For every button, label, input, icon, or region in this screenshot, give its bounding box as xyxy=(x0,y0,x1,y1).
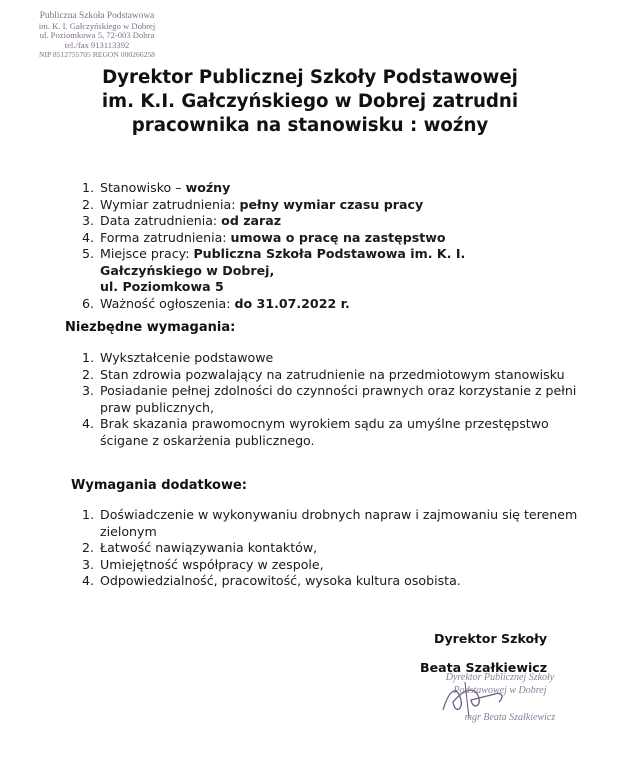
stamp-line: tel./fax 913113392 xyxy=(64,39,130,50)
title-line: im. K.I. Gałczyńskiego w Dobrej zatrudni xyxy=(101,91,519,112)
signature-stamp-line: Dyrektor Publicznej Szkoły xyxy=(445,672,555,683)
stamp-line: NIP 8512755705 REGON 000266258 xyxy=(39,50,155,60)
signature-name: Beata Szałkiewicz xyxy=(420,660,548,675)
list-item: 5. Miejsce pracy: Publiczna Szkoła Podstawowa im. K. I. Gałczyńskiego w Dobrej, ul. Poziomkowa 5 xyxy=(98,246,568,296)
page-title xyxy=(40,66,580,138)
required-heading: Niezbędne wymagania: xyxy=(65,320,236,335)
list-item: 3. Umiejętność współpracy w zespole, xyxy=(98,557,578,574)
list-item: 1. Stanowisko – woźny xyxy=(98,180,568,197)
title-line: pracownika na stanowisku : woźny xyxy=(131,115,489,136)
signature-role: Dyrektor Szkoły xyxy=(434,631,548,646)
signature-stamp-name: mgr Beata Szałkiewicz xyxy=(464,712,556,723)
list-item: 1. Wykształcenie podstawowe xyxy=(98,350,578,367)
list-item: 3. Data zatrudnienia: od zaraz xyxy=(98,213,568,230)
additional-list xyxy=(66,507,578,590)
additional-heading: Wymagania dodatkowe: xyxy=(71,478,248,493)
list-item: 3. Posiadanie pełnej zdolności do czynności prawnych oraz korzystanie z pełni praw publicznych, xyxy=(98,383,578,416)
required-list xyxy=(66,350,578,449)
school-stamp xyxy=(22,12,172,60)
stamp-line: ul. Poziomkowa 5, 72-003 Dobra xyxy=(39,30,155,41)
signature-stamp-line: Podstawowej w Dobrej xyxy=(453,685,547,696)
list-item: 2. Stan zdrowia pozwalający na zatrudnienie na przedmiotowym stanowisku xyxy=(98,367,578,384)
stamp-line: im. K. I. Gałczyńskiego w Dobrej xyxy=(38,20,156,31)
list-item: 1. Doświadczenie w wykonywaniu drobnych napraw i zajmowaniu się terenem zielonym xyxy=(98,507,578,540)
title-line: Dyrektor Publicznej Szkoły Podstawowej xyxy=(102,67,518,88)
list-item: 4. Odpowiedzialność, pracowitość, wysoka kultura osobista. xyxy=(98,573,578,590)
list-item: 4. Forma zatrudnienia: umowa o pracę na zastępstwo xyxy=(98,230,568,247)
job-details-list xyxy=(66,180,568,312)
stamp-line: Publiczna Szkoła Podstawowa xyxy=(39,11,155,21)
list-item: 2. Łatwość nawiązywania kontaktów, xyxy=(98,540,578,557)
list-item: 6. Ważność ogłoszenia: do 31.07.2022 r. xyxy=(98,296,568,313)
list-item: 2. Wymiar zatrudnienia: pełny wymiar czasu pracy xyxy=(98,197,568,214)
list-item: 4. Brak skazania prawomocnym wyrokiem sądu za umyślne przestępstwo ścigane z oskarżenia publicznego. xyxy=(98,416,578,449)
